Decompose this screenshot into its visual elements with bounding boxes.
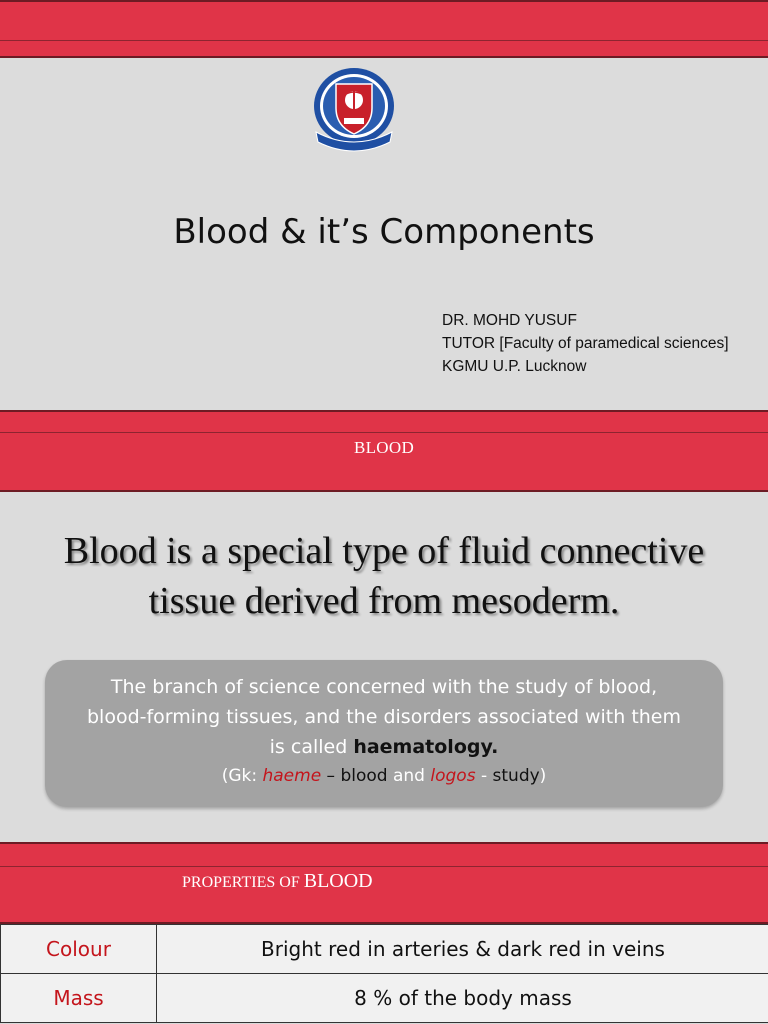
top-title-band <box>0 0 768 58</box>
gk-dash: - <box>475 766 493 786</box>
gk-study: study <box>492 766 540 786</box>
author-institution: KGMU U.P. Lucknow <box>442 358 587 375</box>
property-name: Mass <box>1 974 157 1023</box>
author-info <box>442 309 729 378</box>
author-position: TUTOR [Faculty of paramedical sciences] <box>442 335 729 352</box>
university-logo <box>306 66 402 156</box>
properties-header-small: PROPERTIES OF <box>182 874 304 891</box>
blood-definition <box>0 526 768 626</box>
gk-close: ) <box>539 766 547 786</box>
table-row <box>1 974 768 1023</box>
box-text-line <box>45 732 723 762</box>
box-text-line: The branch of science concerned with the study of blood, <box>110 676 658 698</box>
gk-logos: logos <box>430 766 476 786</box>
properties-table <box>0 924 768 1023</box>
property-name: Colour <box>1 925 157 974</box>
property-value: Bright red in arteries & dark red in veins <box>157 925 768 974</box>
properties-header <box>182 870 373 893</box>
property-value: 8 % of the body mass <box>157 974 768 1023</box>
definition-line: Blood is a special type of fluid connective <box>63 530 705 572</box>
author-name: DR. MOHD YUSUF <box>442 312 577 329</box>
gk-blood: blood <box>340 766 388 786</box>
blood-header: BLOOD <box>353 438 415 457</box>
gk-dash: – <box>321 766 341 786</box>
gk-haeme: haeme <box>262 766 322 786</box>
blood-header-band <box>0 410 768 492</box>
box-text-pre: is called <box>269 736 354 758</box>
haematology-box <box>45 660 723 807</box>
table-row <box>1 925 768 974</box>
gk-open: (Gk: <box>221 766 263 786</box>
definition-line: tissue derived from mesoderm. <box>148 580 620 622</box>
presentation-title: Blood & it’s Components <box>173 212 595 252</box>
box-text-line: blood-forming tissues, and the disorders associated with them <box>86 706 682 728</box>
greek-etymology <box>45 762 723 790</box>
gk-and: and <box>387 766 431 786</box>
haematology-term: haematology. <box>353 736 499 758</box>
properties-header-band <box>0 842 768 924</box>
properties-header-big: BLOOD <box>303 870 373 892</box>
